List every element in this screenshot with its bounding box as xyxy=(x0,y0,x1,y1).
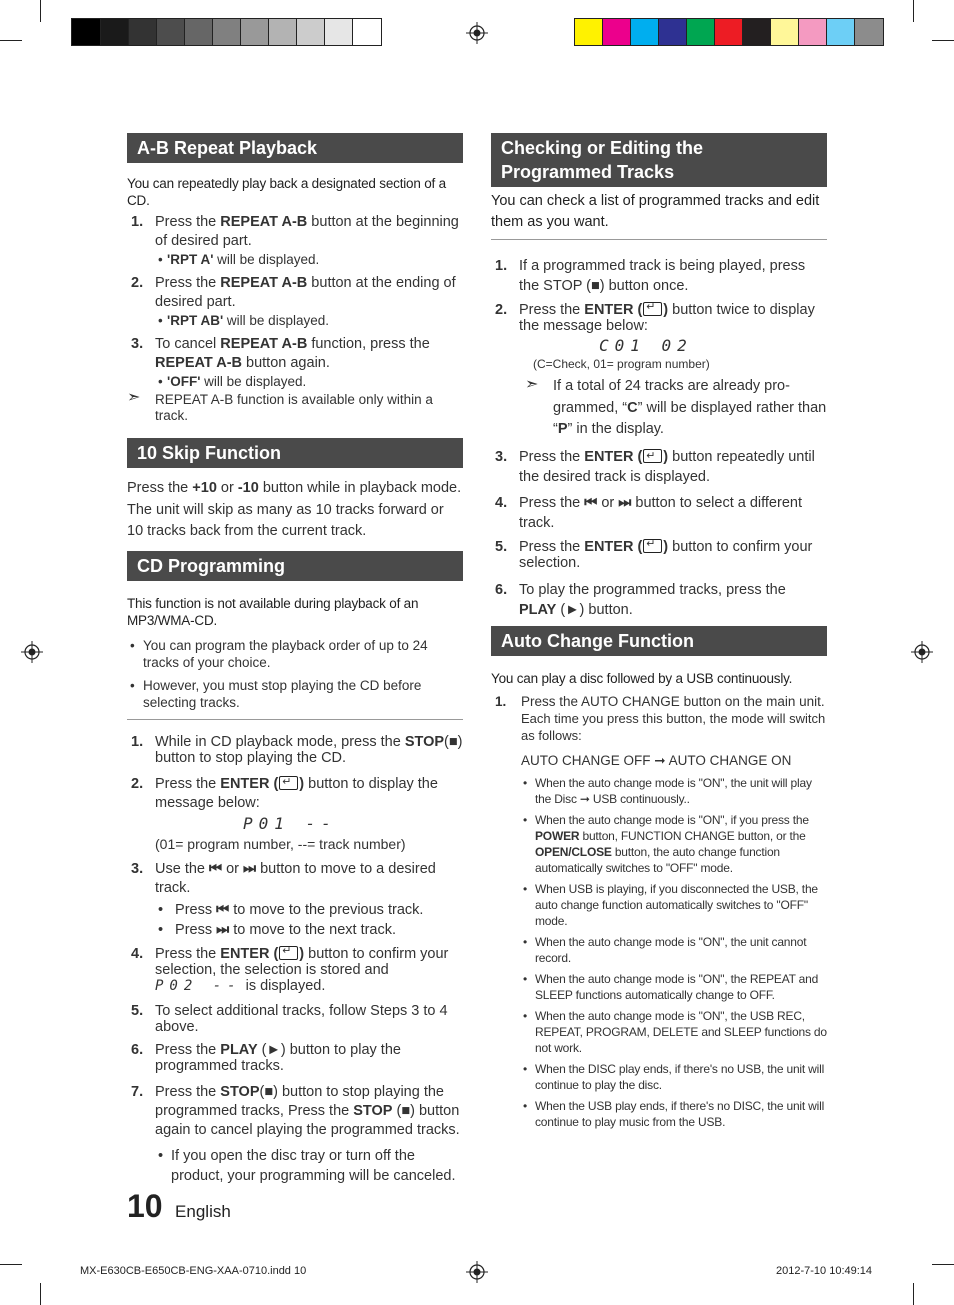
note-arrow-icon: ➣ xyxy=(525,376,539,393)
lcd-caption: (01= program number, --= track number) xyxy=(155,835,406,852)
crop-mark xyxy=(932,40,954,41)
auto-bullet: • When USB is playing, if you disconnected the USB, the auto change function automatically switches to "OFF" mode. xyxy=(521,881,827,929)
registration-mark-icon xyxy=(466,1261,488,1283)
right-column xyxy=(491,133,827,1136)
ab-repeat-steps xyxy=(127,213,463,390)
check-step-2: 2. Press the ENTER (↵ ) button twice to display the message below: C01 02 (C=Check, 01= program number) xyxy=(491,302,827,372)
cd-step-1: 1. While in CD playback mode, press the STOP(■) button to stop playing the CD. xyxy=(131,733,463,766)
auto-bullet: • When the auto change mode is "ON", the REPEAT and SLEEP functions automatically change to OFF. xyxy=(521,971,827,1003)
page-language: English xyxy=(175,1202,231,1221)
crop-mark xyxy=(40,0,41,22)
check-step-4: 4. Press the ⏮ or ⏭ button to select a different track. xyxy=(495,494,802,531)
auto-bullet: • When the USB play ends, if there's no DISC, the unit will continue to play music from the USB. xyxy=(521,1098,827,1130)
crop-mark xyxy=(913,1283,914,1305)
ab-repeat-intro: You can repeatedly play back a designated section of a CD. xyxy=(127,176,446,208)
lcd-display: P01 -- xyxy=(243,813,337,833)
auto-change-title: Auto Change Function xyxy=(491,626,827,656)
lcd-display: P02 -- xyxy=(155,977,242,994)
crop-mark xyxy=(40,1283,41,1305)
cd-step-2: 2. Press the ENTER (↵ ) button to display the message below: P01 -- (01= program number, --= track number) xyxy=(127,775,463,854)
check-step-1: 1. If a programmed track is being played, press the STOP (■) button once. xyxy=(495,258,806,294)
check-edit-intro: You can check a list of programmed tracks and edit them as you want. xyxy=(491,193,820,230)
auto-bullet: • When the DISC play ends, if there's no USB, the unit will continue to play the disc. xyxy=(521,1061,827,1093)
check-step-6: 6. To play the programmed tracks, press the PLAY (►) button. xyxy=(495,581,786,618)
arrow-icon: ➞ xyxy=(654,752,666,768)
cd-step-6: 6. Press the PLAY (►) button to play the programmed tracks. xyxy=(131,1041,401,1074)
gray-color-bar xyxy=(71,18,382,46)
page-number-block xyxy=(127,1188,231,1225)
ab-step-2: 2. Press the REPEAT A-B button at the ending of desired part. • 'RPT AB' will be displayed. xyxy=(127,274,463,329)
auto-bullet: • When the auto change mode is "ON", the unit cannot record. xyxy=(521,934,827,966)
footer-date: 2012-7-10 10:49:14 xyxy=(776,1265,873,1277)
enter-icon xyxy=(643,539,662,553)
enter-icon xyxy=(279,776,298,790)
cd-prog-steps xyxy=(127,734,463,1186)
check-note: ➣ If a total of 24 tracks are already pro-grammed, “C” will be displayed rather than “P” in the display. xyxy=(525,376,827,437)
ab-step-1: 1. Press the REPEAT A-B button at the beginning of desired part. • 'RPT A' will be displayed. xyxy=(127,213,463,268)
auto-bullet: • When the auto change mode is "ON", the unit will play the Disc ➞ USB continuously.. xyxy=(521,775,827,807)
check-steps-cont xyxy=(491,447,827,620)
ab-step-3: 3. To cancel REPEAT A-B function, press the REPEAT A-B button again. • 'OFF' will be displayed. xyxy=(127,335,463,390)
lcd-display: C01 02 xyxy=(599,336,693,355)
divider xyxy=(491,239,827,240)
registration-mark-icon xyxy=(21,641,43,663)
cd-step-5: 5. To select additional tracks, follow Steps 3 to 4 above. xyxy=(131,1002,448,1035)
crop-mark xyxy=(0,40,22,41)
ab-repeat-note: ➣ REPEAT A-B function is available only within a track. xyxy=(127,389,433,423)
skip-text: Press the +10 or -10 button while in playback mode. The unit will skip as many as 10 tracks forward or 10 tracks back from the current track. xyxy=(127,480,462,539)
auto-bullet: • When the auto change mode is "ON", if you press the POWER button, FUNCTION CHANGE button, or the OPEN/CLOSE button, the auto change function automatically switches to "OFF" mode. xyxy=(521,812,827,876)
crop-mark xyxy=(0,1264,22,1265)
check-step-3: 3. Press the ENTER (↵ ) button repeatedly until the desired track is displayed. xyxy=(491,447,827,487)
cd-step-3: 3. Use the ⏮ or ⏭ button to move to a desired track. • Press ⏮ to move to the previous track. • Press ⏭ to move to the next track. xyxy=(127,860,463,940)
auto-bullet: • When the auto change mode is "ON", the USB REC, REPEAT, PROGRAM, DELETE and SLEEP functions do not work. xyxy=(521,1008,827,1056)
ab-repeat-title: A-B Repeat Playback xyxy=(127,133,463,163)
registration-mark-icon xyxy=(911,641,933,663)
auto-steps xyxy=(491,693,827,1130)
crop-mark xyxy=(932,1264,954,1265)
auto-change-intro: You can play a disc followed by a USB continuously. xyxy=(491,670,793,686)
skip-title: 10 Skip Function xyxy=(127,438,463,468)
crop-mark xyxy=(913,0,914,22)
cd-prog-bullet: • However, you must stop playing the CD before selecting tracks. xyxy=(127,677,463,711)
cd-step-7: 7. Press the STOP(■) button to stop playing the programmed tracks, Press the STOP (■) button again to cancel playing the programmed tracks. • If you open the disc tray or turn off the product, your programming will be canceled. xyxy=(127,1083,463,1186)
enter-icon xyxy=(643,302,662,316)
check-edit-title: Checking or Editing the Programmed Tracks xyxy=(491,133,827,187)
cd-step-4: 4. Press the ENTER (↵ ) button to confirm your selection, the selection is stored and P02 -- is displayed. xyxy=(127,946,463,994)
auto-step-1: 1. Press the AUTO CHANGE button on the main unit. Each time you press this button, the mode will switch as follows: AUTO CHANGE OFF ➞ AUTO CHANGE ON • When the auto change mode is "ON", the unit will play the Disc ➞ USB continuously.. • When the auto change mode is "ON", if you press the POWER button, FUNCTION CHANGE button, or the OPEN/CLOSE button, the auto change function automatically switches to "OFF" mode. • When USB is playing, if you disconnected the USB, the auto change function automatically switches to "OFF" mode. • When the auto change mode is "ON", the unit cannot record. • When the auto change mode is "ON", the REPEAT and SLEEP functions automatically change to OFF. • When the auto change mode is "ON", the USB REC, REPEAT, PROGRAM, DELETE and SLEEP functions do not work. • When the DISC play ends, if there's no USB, the unit will continue to play the disc. • When the USB play ends, if there's no DISC, the unit will continue to play music from the USB. xyxy=(491,693,827,1130)
page-number: 10 xyxy=(127,1188,163,1224)
note-arrow-icon: ➣ xyxy=(127,389,141,406)
footer-filename: MX-E630CB-E650CB-ENG-XAA-0710.indd 10 xyxy=(80,1265,307,1277)
process-color-bar xyxy=(574,18,884,46)
enter-icon xyxy=(643,449,662,463)
mode-sequence: AUTO CHANGE OFF ➞ AUTO CHANGE ON xyxy=(521,752,792,768)
divider xyxy=(127,719,463,720)
cd-programming-intro: This function is not available during playback of an MP3/WMA-CD. xyxy=(127,595,419,628)
registration-mark-icon xyxy=(466,22,488,44)
check-step-5: 5. Press the ENTER (↵ ) button to confirm your selection. xyxy=(491,539,827,571)
cd-prog-bullet: • You can program the playback order of up to 24 tracks of your choice. xyxy=(127,637,463,671)
cd-programming-title: CD Programming xyxy=(127,551,463,581)
enter-icon xyxy=(279,946,298,960)
lcd-caption: (C=Check, 01= program number) xyxy=(533,357,710,371)
check-steps xyxy=(491,256,827,372)
left-column xyxy=(127,133,463,1192)
